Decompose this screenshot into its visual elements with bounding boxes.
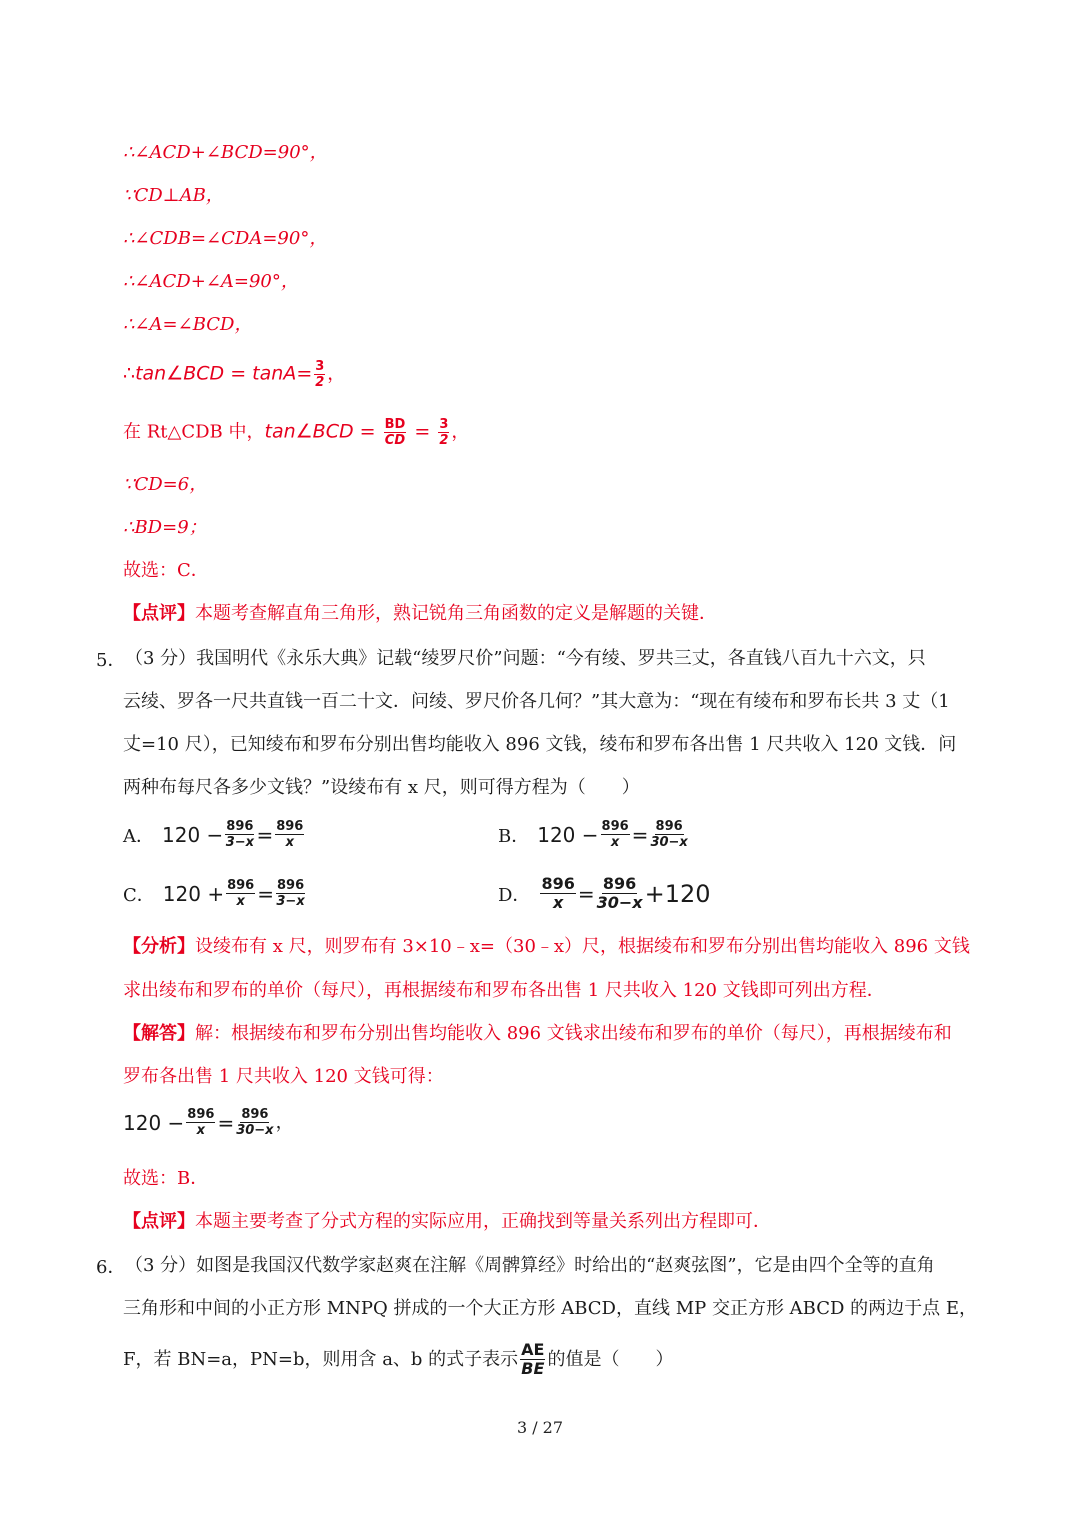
answer-equation: 120 − $\frac{896}{x}$ = $\frac{896}{30-x}$ ， — [123, 1107, 294, 1138]
solution-line-7: 在 Rt△CDB 中，tan∠BCD = $\frac{BD}{CD}$ = $\frac{3}{2}$ ， — [123, 417, 470, 448]
fraction: $\frac{3}{2}$ — [315, 359, 325, 390]
answer-q5-choice: 故选：B． — [123, 1168, 209, 1189]
comment-q4: 【点评】本题考查解直角三角形，熟记锐角三角函数的定义是解题的关键． — [123, 603, 717, 624]
analysis-q5-line-1: 【分析】设绫布有 x 尺，则罗布有 3×10﹣x=（30﹣x）尺，根据绫布和罗布分别出售均能收入 896 文钱 — [123, 936, 970, 957]
solution-line-1: ∴∠ACD+∠BCD=90°， — [123, 142, 328, 163]
answer-q5-line-1: 【解答】解：根据绫布和罗布分别出售均能收入 896 文钱求出绫布和罗布的单价（每尺），再根据绫布和 — [123, 1023, 952, 1044]
answer-q5-line-2: 罗布各出售 1 尺共收入 120 文钱可得： — [123, 1066, 444, 1087]
comment-q5: 【点评】本题主要考查了分式方程的实际应用，正确找到等量关系列出方程即可． — [123, 1211, 771, 1232]
solution-line-4: ∴∠ACD+∠A=90°， — [123, 271, 299, 292]
option-d[interactable]: D． $\frac{896}{x}$ = $\frac{896}{30-x}$ +120 — [498, 874, 711, 912]
solution-line-8: ∵CD=6， — [123, 474, 208, 495]
analysis-tag: 【分析】 — [123, 936, 195, 957]
fraction-3-2: $\frac{3}{2}$ — [439, 417, 449, 448]
q5-line-3: 丈=10 尺），已知绫布和罗布分别出售均能收入 896 文钱，绫布和罗布各出售 1 尺共收入 120 文钱．问 — [123, 734, 957, 755]
comment-tag: 【点评】 — [123, 603, 195, 624]
q6-line-2: 三角形和中间的小正方形 MNPQ 拼成的一个大正方形 ABCD，直线 MP 交正方形 ABCD 的两边于点 E， — [123, 1298, 978, 1319]
q5-line-2: 云绫、罗各一尺共直钱一百二十文．问绫、罗尺价各几何？”其大意为：“现在有绫布和罗布长共 3 丈（1 — [123, 691, 950, 712]
solution-line-5: ∴∠A=∠BCD， — [123, 314, 253, 335]
solution-line-2: ∵CD⊥AB， — [123, 185, 224, 206]
solution-line-6: ∴tan∠BCD = tanA= $\frac{3}{2}$ ， — [123, 359, 346, 390]
q6-line-3: F，若 BN=a，PN=b，则用含 a、b 的式子表示 $\frac{AE}{BE}$ 的值是（ ） — [123, 1340, 674, 1378]
page-number: 3 / 27 — [516, 1418, 564, 1437]
solution-line-3: ∴∠CDB=∠CDA=90°， — [123, 228, 328, 249]
question-number-5: 5． — [96, 650, 126, 671]
solution-choice: 故选：C． — [123, 560, 209, 581]
q5-line-4: 两种布每尺各多少文钱？”设绫布有 x 尺，则可得方程为（ ） — [123, 777, 640, 798]
question-number-6: 6． — [96, 1257, 126, 1278]
analysis-q5-line-2: 求出绫布和罗布的单价（每尺），再根据绫布和罗布各出售 1 尺共收入 120 文钱即可列出方程． — [123, 980, 885, 1001]
option-c[interactable]: C． 120 + $\frac{896}{x}$ = $\frac{896}{3-x}$ — [123, 878, 305, 909]
option-a[interactable]: A． 120 − $\frac{896}{3-x}$ = $\frac{896}{x}$ — [123, 819, 304, 850]
q6-line-1: （3 分）如图是我国汉代数学家赵爽在注解《周髀算经》时给出的“赵爽弦图”，它是由四个全等的直角 — [125, 1255, 935, 1276]
comment-tag: 【点评】 — [123, 1211, 195, 1232]
tan-expression: ∴tan∠BCD = tanA= — [123, 362, 313, 385]
q5-line-1: （3 分）我国明代《永乐大典》记载“绫罗尺价”问题：“今有绫、罗共三丈，各直钱八百九十六文，只 — [125, 648, 926, 669]
solution-line-9: ∴BD=9； — [123, 517, 207, 538]
option-b[interactable]: B． 120 − $\frac{896}{x}$ = $\frac{896}{30-x}$ — [498, 819, 688, 850]
fraction-bd-cd: $\frac{BD}{CD}$ — [384, 417, 406, 448]
answer-tag: 【解答】 — [123, 1023, 195, 1044]
